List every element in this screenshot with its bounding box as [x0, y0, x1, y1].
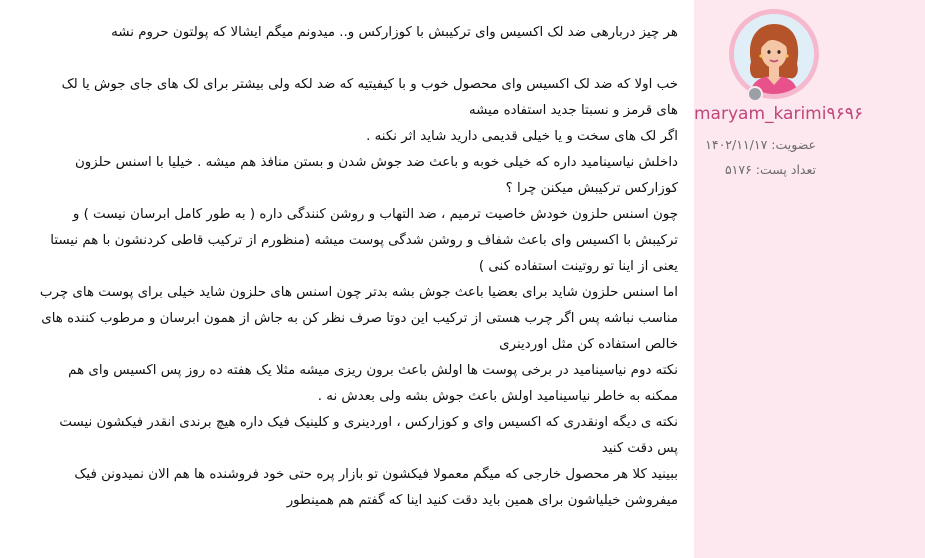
post-paragraph: خب اولا که ضد لک اکسیس وای محصول خوب و با کیفیتیه که ضد لکه ولی بیشتر برای لک های جای جوش یا لک های قرمز و نسبتا جدید استفاده میشه — [61, 77, 678, 118]
post-count: تعداد پست: ۵۱۷۶ — [724, 162, 816, 177]
author-sidebar — [694, 0, 925, 558]
post-paragraph: چون اسنس حلزون خودش خاصیت ترمیم ، ضد التهاب و روشن کنندگی داره ( به طور کامل ابرسان نیست ) و ترکیبش با اکسیس وای باعث شفاف و روشن شدگی پوست میشه (منظورم از ترکیب قاطی کردنشون با هم نیستا یعنی از اینا تو روتینت استفاده کنی ) — [50, 207, 678, 274]
join-date: عضویت: ۱۴۰۲/۱۱/۱۷ — [705, 137, 816, 152]
post-paragraph: داخلش نیاسینامید داره که خیلی خوبه و باعث ضد جوش شدن و بستن منافذ هم میشه . خیلیا با اسنس حلزون کوزارکس ترکیبش میکنن چرا ؟ — [74, 155, 678, 196]
status-indicator — [747, 86, 763, 102]
female-avatar-icon — [734, 14, 814, 94]
post-paragraph: اما اسنس حلزون شاید برای بعضیا باعث جوش بشه بدتر چون اسنس های حلزون شاید خیلی برای پوست های چرب مناسب نباشه پس اگر چرب هستی از ترکیب این دوتا صرف نظر کن به جاش از همون ابرسان و مرطوب کننده های خالص استفاده کن مثل اوردینری — [39, 285, 678, 352]
post-paragraph: ببینید کلا هر محصول خارجی که میگم معمولا فیکشون تو بازار پره حتی خود فروشنده ها هم الان نمیدونن فیک میفروشن خیلیاشون برای همین باید دقت کنید اینا که گفتم هم همینطور — [74, 467, 678, 508]
avatar[interactable] — [729, 9, 819, 99]
post-paragraph: نکته دوم نیاسینامید در برخی پوست ها اولش باعث برون ریزی میشه مثلا یک هفته ده روز پس اکسیس وای هم ممکنه به خاطر نیاسینامید اولش باعث جوش بشه ولی بعدش نه . — [68, 363, 678, 404]
post-paragraph: هر چیز دربارهی ضد لک اکسیس وای ترکیبش با کوزارکس و.. میدونم میگم ایشالا که پولتون حروم نشه — [111, 25, 678, 40]
post-paragraph: اگر لک های سخت و یا خیلی قدیمی دارید شاید اثر نکنه . — [366, 129, 678, 144]
post-paragraph: نکته ی دیگه اونقدری که اکسیس وای و کوزارکس ، اوردینری و کلینیک فیک داره هیچ برندی انقدر فیکشون نیست پس دقت کنید — [59, 415, 678, 456]
author-username[interactable]: maryam_karimi۹۶۹۶ — [694, 104, 863, 124]
